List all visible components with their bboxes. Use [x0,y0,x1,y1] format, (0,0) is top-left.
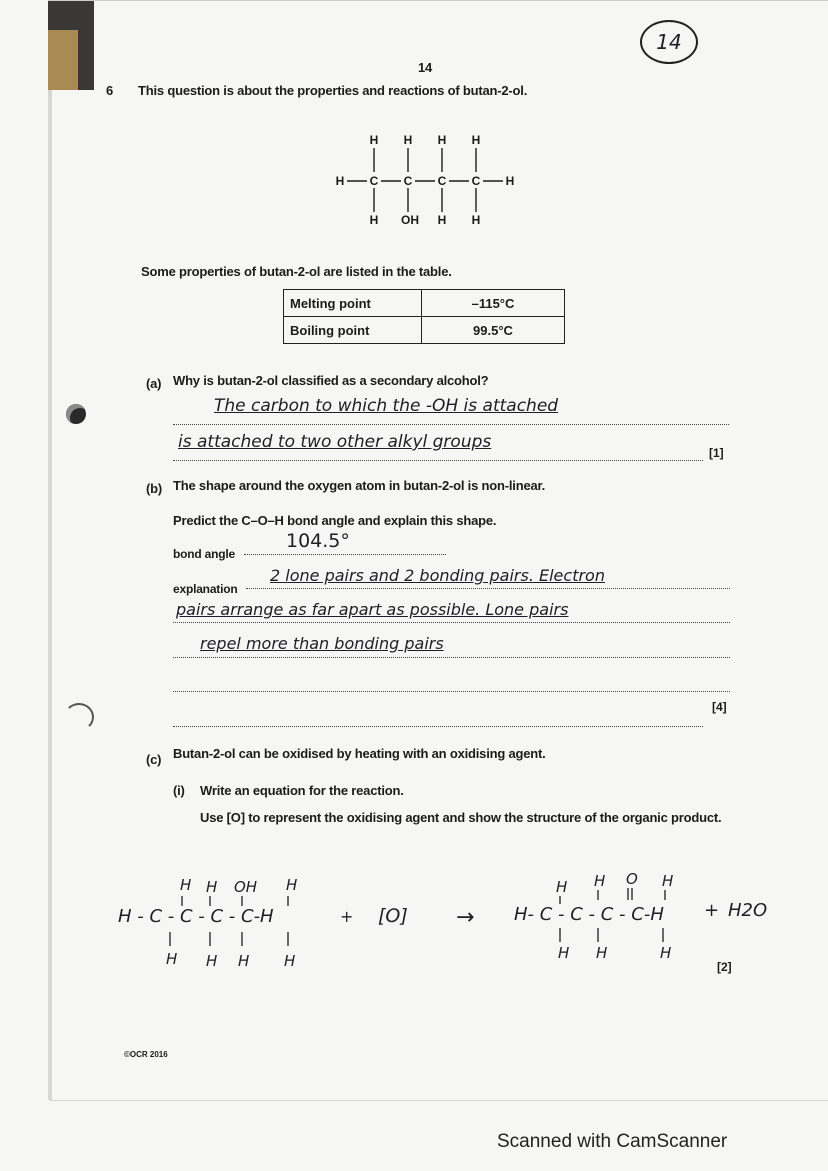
product-chain: H- C - C - C - C-H [514,904,664,925]
answer-line [173,677,730,692]
reactant-top-atom: OH [234,878,258,896]
butan-2-ol-structure [330,130,530,230]
structure-bottom-sub: H [437,213,447,227]
part-a-label: (a) [146,376,162,391]
product-top-atom: H [662,872,674,890]
reactant-top-atom: H [180,876,192,894]
structure-chain-atom: H [505,174,515,188]
reactant-top-atom: H [206,878,218,896]
structure-chain-atom: C [437,174,447,188]
bond-angle-label: bond angle [173,547,235,561]
reactant-chain: H - C - C - C - C-H [118,906,274,927]
part-c-i-instruction: Use [O] to represent the oxidising agent and show the structure of the organic product. [200,810,722,825]
question-number: 6 [106,83,114,98]
hole-punch-mark-bottom [64,703,94,731]
question-intro: This question is about the properties and reactions of butan-2-ol. [138,83,528,98]
product-top-atom: O [626,870,638,888]
structure-top-h: H [369,133,379,147]
reactant-bottom-atom: H [284,952,296,970]
oxidant: [O] [378,905,408,927]
structure-top-h: H [471,133,481,147]
property-value: –115°C [422,290,565,317]
part-b-instruction: Predict the C–O–H bond angle and explain this shape. [173,513,497,528]
reactant-top-atom: H [286,876,298,894]
structure-top-h: H [403,133,413,147]
structure-chain-atom: C [369,174,379,188]
hole-punch-mark-top [66,404,86,424]
part-a-question: Why is butan-2-ol classified as a secondary alcohol? [173,373,489,388]
reactant-bottom-atom: H [238,952,250,970]
page-bottom-edge [50,1100,828,1101]
answer-line [173,712,703,727]
part-b-question: The shape around the oxygen atom in butan-2-ol is non-linear. [173,478,546,493]
table-row [284,317,565,344]
structure-bottom-sub: H [369,213,379,227]
structure-chain-atom: H [335,174,345,188]
part-b-label: (b) [146,481,162,496]
water-product: H2O [728,900,768,921]
explanation-answer-line2: pairs arrange as far apart as possible. Lone pairs [176,600,569,619]
part-b-marks: [4] [712,700,727,714]
annotated-page-number: 14 [656,30,682,54]
properties-table [283,289,565,344]
structure-chain-atom: C [471,174,481,188]
plus-sign: + [340,907,354,926]
product-top-atom: H [556,878,568,896]
property-value: 99.5°C [422,317,565,344]
part-a-answer-line2: is attached to two other alkyl groups [178,432,492,452]
page-number: 14 [418,60,433,75]
oxidation-equation [110,866,790,976]
part-a-marks: [1] [709,446,724,460]
part-c-question: Butan-2-ol can be oxidised by heating with an oxidising agent. [173,746,546,761]
reactant-bottom-atom: H [166,950,178,968]
copyright: ©OCR 2016 [124,1050,168,1059]
circled-page-annotation [640,20,698,64]
property-name: Melting point [284,290,422,317]
part-c-i-label: (i) [173,783,185,798]
structure-top-h: H [437,133,447,147]
scan-page-edge [48,0,52,1100]
scanner-watermark: Scanned with CamScanner [497,1131,728,1152]
explanation-answer-line3: repel more than bonding pairs [200,634,444,653]
scan-top-edge [48,0,828,1]
part-c-i-marks: [2] [717,960,732,974]
part-a-answer-line1: The carbon to which the -OH is attached [214,396,559,416]
structure-bottom-sub: H [471,213,481,227]
table-row [284,290,565,317]
product-bottom-atom: H [558,944,570,962]
structure-chain-atom: C [403,174,413,188]
reactant-bottom-atom: H [206,952,218,970]
product-bottom-atom: H [596,944,608,962]
bond-angle-answer: 104.5° [286,530,350,552]
part-c-label: (c) [146,752,162,767]
explanation-answer-line1: 2 lone pairs and 2 bonding pairs. Electron [270,566,605,585]
structure-bottom-sub: OH [401,213,419,227]
product-top-atom: H [594,872,606,890]
part-c-i-question: Write an equation for the reaction. [200,783,404,798]
reaction-arrow: → [456,905,475,930]
explanation-label: explanation [173,582,238,596]
product-bottom-atom: H [660,944,672,962]
scan-tan-strip [48,30,78,90]
plus-sign: + [704,900,720,921]
property-name: Boiling point [284,317,422,344]
table-intro: Some properties of butan-2-ol are listed in the table. [141,264,452,279]
